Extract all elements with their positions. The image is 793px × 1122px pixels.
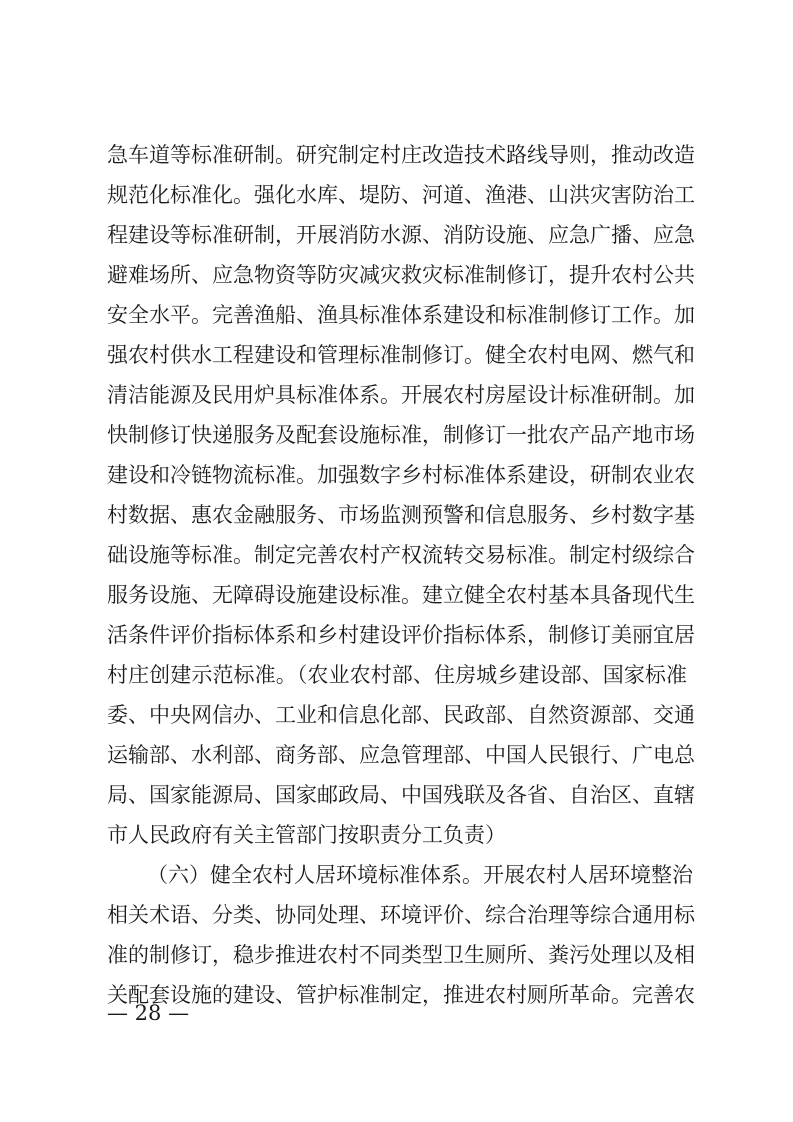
body-text-line: 准的制修订，稳步推进农村不同类型卫生厕所、粪污处理以及相 <box>107 943 695 967</box>
body-text-line: 急车道等标准研制。研究制定村庄改造技术路线导则，推动改造 <box>107 143 695 167</box>
page-number: — 28 — <box>107 1001 190 1025</box>
body-text-line: 村数据、惠农金融服务、市场监测预警和信息服务、乡村数字基 <box>107 503 695 527</box>
body-text-line: 快制修订快递服务及配套设施标准，制修订一批农产品产地市场 <box>107 423 695 447</box>
body-text-line: 运输部、水利部、商务部、应急管理部、中国人民银行、广电总 <box>107 743 695 767</box>
body-text-line: 规范化标准化。强化水库、堤防、河道、渔港、山洪灾害防治工 <box>107 183 695 207</box>
body-text-line: 相关术语、分类、协同处理、环境评价、综合治理等综合通用标 <box>107 903 695 927</box>
body-text-line: 村庄创建示范标准。（农业农村部、住房城乡建设部、国家标准 <box>107 663 687 687</box>
body-text-line: 委、中央网信办、工业和信息化部、民政部、自然资源部、交通 <box>107 703 695 727</box>
body-text-line: 建设和冷链物流标准。加强数字乡村标准体系建设，研制农业农 <box>107 463 695 487</box>
body-text-line: 强农村供水工程建设和管理标准制修订。健全农村电网、燃气和 <box>107 343 695 367</box>
body-text-line: 程建设等标准研制，开展消防水源、消防设施、应急广播、应急 <box>107 223 695 247</box>
body-text-line: 活条件评价指标体系和乡村建设评价指标体系，制修订美丽宜居 <box>107 623 695 647</box>
body-text-line: 安全水平。完善渔船、渔具标准体系建设和标准制修订工作。加 <box>107 303 695 327</box>
body-text-line: 础设施等标准。制定完善农村产权流转交易标准。制定村级综合 <box>107 543 695 567</box>
body-text-line: 避难场所、应急物资等防灾减灾救灾标准制修订，提升农村公共 <box>107 263 695 287</box>
body-text-line: 关配套设施的建设、管护标准制定，推进农村厕所革命。完善农 <box>107 983 695 1007</box>
section-heading-line: （六）健全农村人居环境标准体系。开展农村人居环境整治 <box>147 863 693 887</box>
paragraph-end-line: 市人民政府有关主管部门按职责分工负责） <box>107 823 506 847</box>
body-text-line: 服务设施、无障碍设施建设标准。建立健全农村基本具备现代生 <box>107 583 695 607</box>
body-text-line: 局、国家能源局、国家邮政局、中国残联及各省、自治区、直辖 <box>107 783 695 807</box>
body-text-line: 清洁能源及民用炉具标准体系。开展农村房屋设计标准研制。加 <box>107 383 695 407</box>
